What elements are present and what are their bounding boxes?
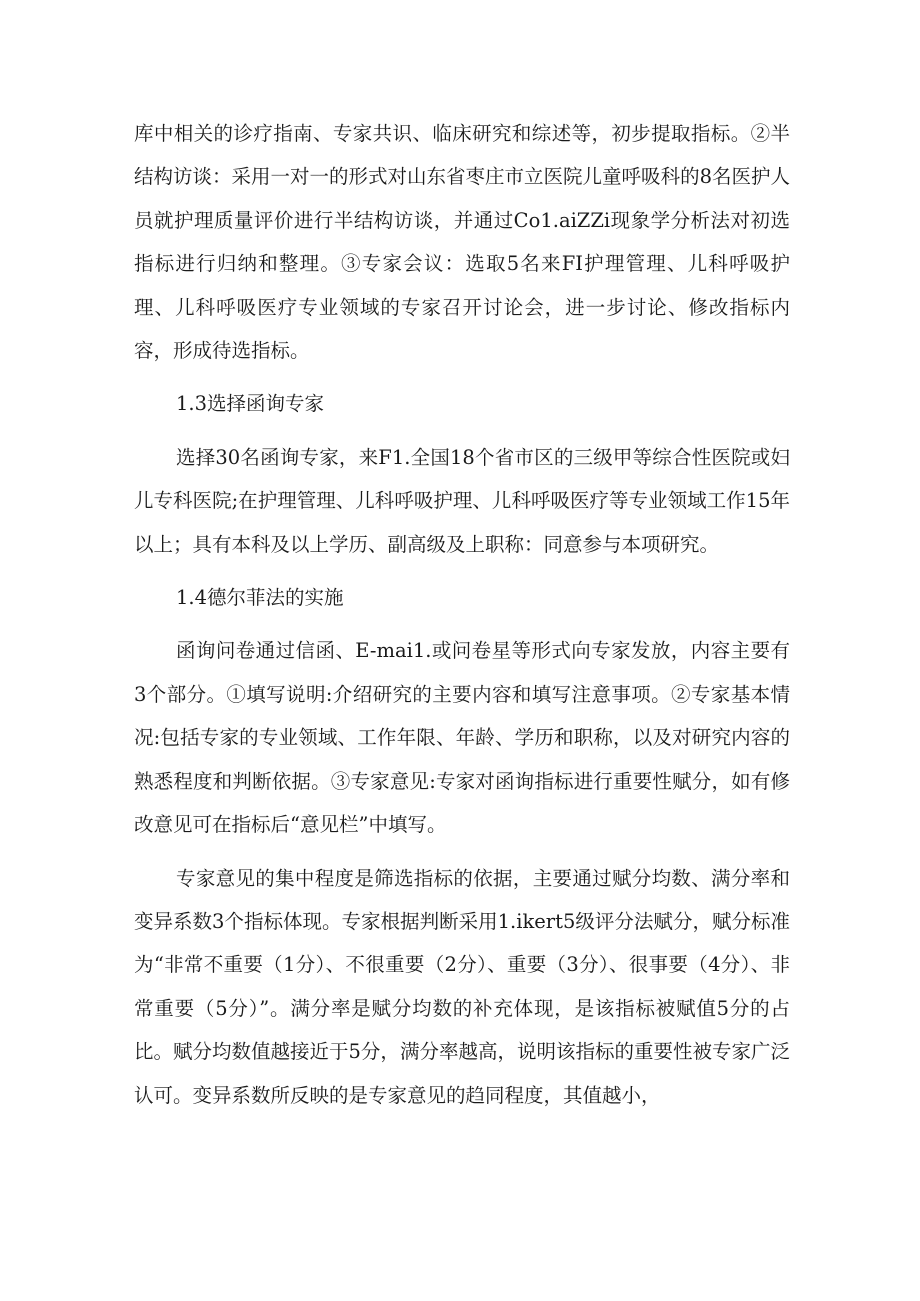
paragraph-intro-methods: 库中相关的诊疗指南、专家共识、临床研究和综述等，初步提取指标。②半结构访谈：采用一对一的形式对山东省枣庄市立医院儿童呼吸科的8名医护人员就护理质量评价进行半结构访谈，并通过Co1.aiZZi现象学分析法对初选指标进行归纳和整理。③专家会议：选取5名来FI护理管理、儿科呼吸护理、儿科呼吸医疗专业领域的专家召开讨论会，进一步讨论、修改指标内容，形成待选指标。	[134, 122, 790, 363]
paragraph-questionnaire: 函询问卷通过信函、E-mai1.或问卷星等形式向专家发放，内容主要有3个部分。①填写说明:介绍研究的主要内容和填写注意事项。②专家基本情况:包括专家的专业领域、工作年限、年龄、学历和职称，以及对研究内容的熟悉程度和判断依据。③专家意见:专家对函询指标进行重要性赋分，如有修改意见可在指标后“意见栏”中填写。	[134, 639, 790, 837]
paragraph-expert-consensus: 专家意见的集中程度是筛选指标的依据，主要通过赋分均数、满分率和变异系数3个指标体现。专家根据判断采用1.ikert5级评分法赋分，赋分标准为“非常不重要（1分）、不很重要（2分）、重要（3分）、很事要（4分）、非常重要（5分）”。满分率是赋分均数的补充体现，是该指标被赋值5分的占比。赋分均数值越接近于5分，满分率越高，说明该指标的重要性被专家广泛认可。变异系数所反映的是专家意见的趋同程度，其值越小，	[134, 866, 790, 1107]
document-body	[134, 112, 790, 1127]
section-heading-1-3: 1.3选择函询专家	[176, 392, 325, 416]
paragraph-expert-selection: 选择30名函询专家，来F1.全国18个省市区的三级甲等综合性医院或妇儿专科医院;在护理管理、儿科呼吸护理、儿科呼吸医疗等专业领域工作15年以上；具有本科及以上学历、副高级及上职称：同意参与本项研究。	[134, 445, 790, 556]
section-heading-1-4: 1.4德尔菲法的实施	[176, 586, 344, 610]
